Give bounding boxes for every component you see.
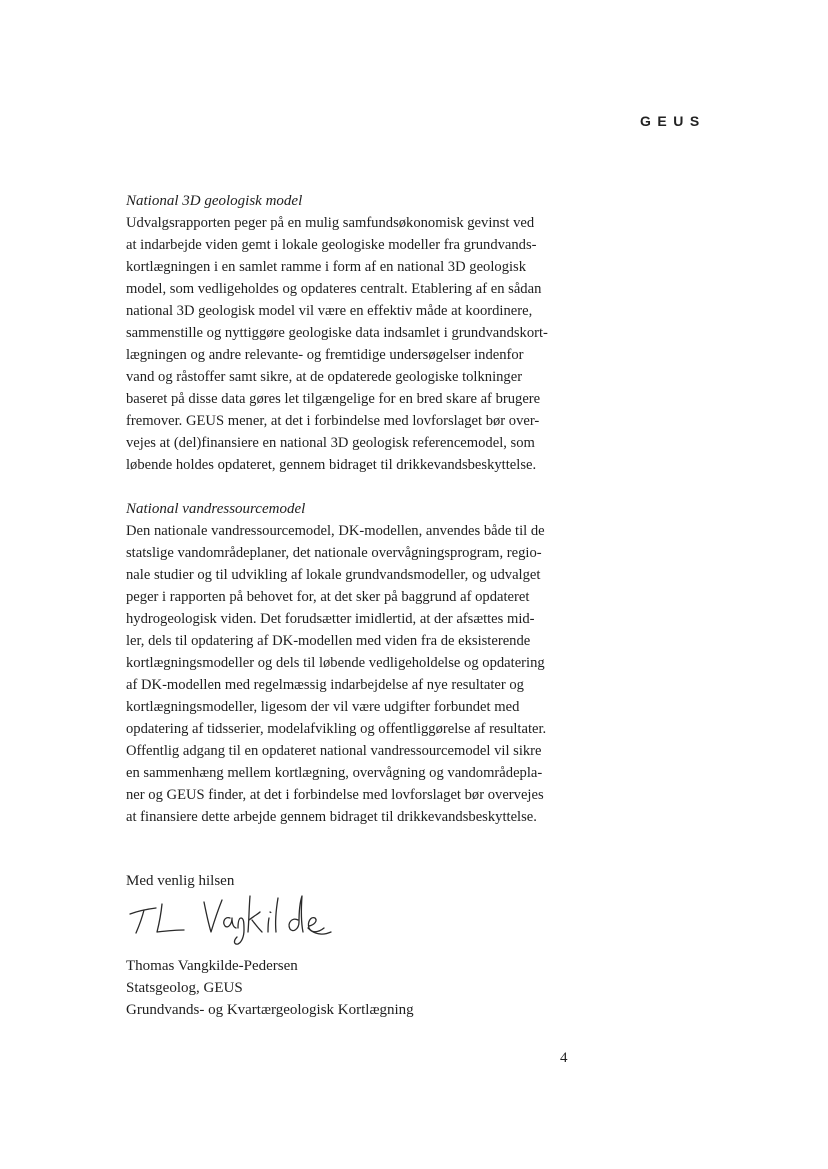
paragraph-line: kortlægningsmodeller, ligesom der vil være udgifter forbundet med — [126, 699, 520, 715]
signer-department: Grundvands- og Kvartærgeologisk Kortlægning — [126, 1002, 414, 1018]
section-title: National 3D geologisk model — [126, 193, 303, 209]
paragraph-line: vand og råstoffer samt sikre, at de opdaterede geologiske tolkninger — [126, 369, 523, 385]
page-number: 4 — [560, 1050, 568, 1066]
paragraph-line: at finansiere dette arbejde gennem bidraget til drikkevandsbeskyttelse. — [126, 809, 537, 825]
paragraph-line: peger i rapporten på behovet for, at det sker på baggrund af opdateret — [126, 589, 530, 605]
paragraph-line: at indarbejde viden gemt i lokale geologiske modeller fra grundvands- — [126, 237, 537, 253]
paragraph-line: model, som vedligeholdes og opdateres centralt. Etablering af en sådan — [126, 281, 542, 297]
paragraph-line: ler, dels til opdatering af DK-modellen med viden fra de eksisterende — [126, 633, 531, 649]
paragraph-line: Offentlig adgang til en opdateret national vandressourcemodel vil sikre — [126, 743, 542, 759]
paragraph-line: fremover. GEUS mener, at det i forbindelse med lovforslaget bør over- — [126, 413, 540, 429]
paragraph-line: ner og GEUS finder, at det i forbindelse med lovforslaget bør overvejes — [126, 787, 544, 803]
greeting-text: Med venlig hilsen — [126, 873, 235, 889]
closing-greeting — [126, 870, 234, 892]
geus-logo: GEUS — [640, 113, 706, 129]
letter-body — [126, 190, 576, 828]
paragraph-line: national 3D geologisk model vil være en effektiv måde at koordinere, — [126, 303, 533, 319]
paragraph-line: Udvalgsrapporten peger på en mulig samfundsøkonomisk gevinst ved — [126, 215, 535, 231]
paragraph-line: løbende holdes opdateret, gennem bidraget til drikkevandsbeskyttelse. — [126, 457, 537, 473]
paragraph-line: statslige vandområdeplaner, det nationale overvågningsprogram, regio- — [126, 545, 542, 561]
section-national-water-model — [126, 498, 576, 828]
paragraph-line: baseret på disse data gøres let tilgængelige for en bred skare af brugere — [126, 391, 541, 407]
paragraph-line: nale studier og til udvikling af lokale grundvandsmodeller, og udvalget — [126, 567, 541, 583]
section-spacer — [126, 476, 576, 498]
paragraph-line: kortlægningsmodeller og dels til løbende vedligeholdelse og opdatering — [126, 655, 545, 671]
paragraph-line: lægningen og andre relevante- og fremtidige undersøgelser indenfor — [126, 347, 524, 363]
paragraph-line: opdatering af tidsserier, modelafvikling og offentliggørelse af resultater. — [126, 721, 547, 737]
signer-name: Thomas Vangkilde-Pedersen — [126, 958, 298, 974]
section-title: National vandressourcemodel — [126, 501, 306, 517]
section-national-3d-model — [126, 190, 576, 476]
paragraph-line: kortlægningen i en samlet ramme i form af en national 3D geologisk — [126, 259, 527, 275]
paragraph-line: en sammenhæng mellem kortlægning, overvågning og vandområdepla- — [126, 765, 543, 781]
signer-block — [126, 955, 414, 1021]
signer-title: Statsgeolog, GEUS — [126, 980, 243, 996]
paragraph-line: sammenstille og nyttiggøre geologiske data indsamlet i grundvandskort- — [126, 325, 548, 341]
paragraph-line: hydrogeologisk viden. Det forudsætter imidlertid, at der afsættes mid- — [126, 611, 535, 627]
paragraph-line: Den nationale vandressourcemodel, DK-modellen, anvendes både til de — [126, 523, 545, 539]
handwritten-signature — [126, 890, 336, 946]
paragraph-line: af DK-modellen med regelmæssig indarbejdelse af nye resultater og — [126, 677, 524, 693]
paragraph-line: vejes at (del)finansiere en national 3D geologisk referencemodel, som — [126, 435, 535, 451]
